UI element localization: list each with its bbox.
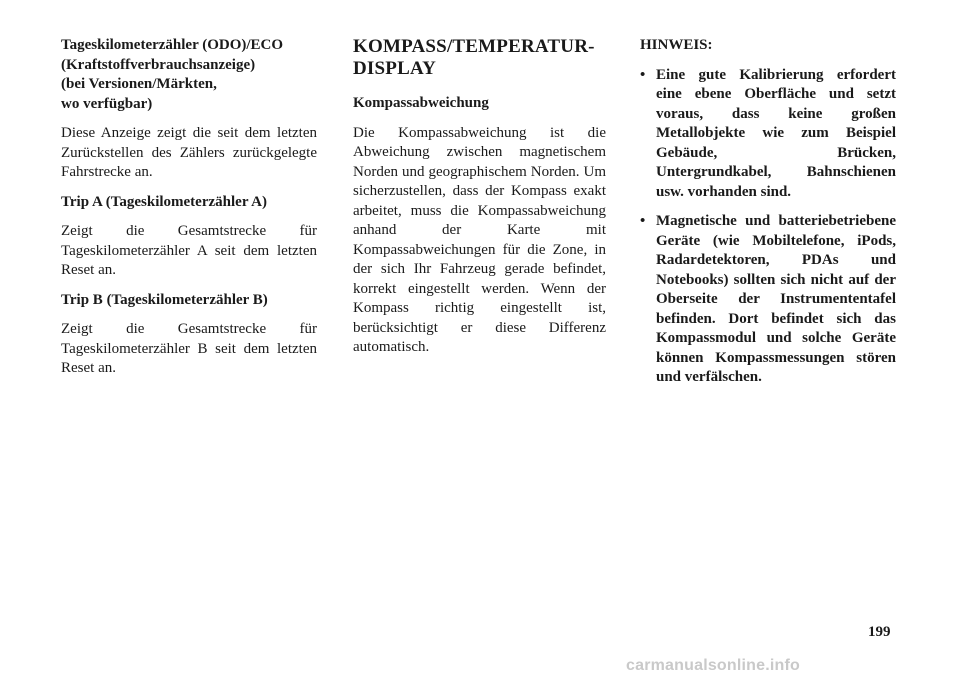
- trip-a-heading: Trip A (Tageskilometerzähler A): [61, 193, 267, 210]
- compass-variance-description: Die Kompassabweichung ist die Abweichung zwischen magnetischem Norden und geographischem Norden. Um sicherzustellen, dass der Kompass exakt arbeitet, muss die Kompassabweichung anhand der Karte mit Kompassabweichungen für die Zone, in der sich Ihr Fahrzeug gerade befindet, korrekt eingestellt werden. Wenn der Kompass richtig eingestellt ist, berücksichtigt er diese Differenz automatisch.: [353, 124, 606, 355]
- odometer-heading-line-2: (Kraftstoffverbrauchsanzeige): [61, 56, 256, 73]
- page-number: 199: [868, 624, 891, 640]
- odometer-description: Diese Anzeige zeigt die seit dem letzten Zurückstellen des Zählers zurückgelegte Fahrstrecke an.: [61, 125, 317, 180]
- odometer-heading-line-1: Tageskilometerzähler (ODO)/ECO: [61, 37, 284, 53]
- note-label: HINWEIS:: [640, 37, 713, 53]
- section-title: [353, 36, 606, 80]
- right-column: [640, 36, 896, 398]
- odometer-heading-line-4: wo verfügbar): [61, 95, 153, 112]
- left-column: [61, 36, 317, 379]
- middle-column: [353, 36, 606, 358]
- section-title-line-1: KOMPASS/TEMPERATUR-: [353, 36, 595, 57]
- trip-a-description: Zeigt die Gesamtstrecke für Tageskilometerzähler A seit dem letzten Reset an.: [61, 223, 317, 278]
- section-title-line-2: DISPLAY: [353, 58, 437, 79]
- note-item-text: Eine gute Kalibrierung erfordert eine ebene Oberfläche und setzt voraus, dass keine großen Metallobjekte wie zum Beispiel Gebäude, Brücken, Untergrundkabel, Bahnschienen usw. vorhanden sind.: [656, 66, 896, 200]
- trip-b-heading: Trip B (Tageskilometerzähler B): [61, 291, 268, 308]
- list-item: [640, 66, 896, 203]
- bullet-icon: •: [640, 213, 646, 229]
- list-item: [640, 212, 896, 388]
- trip-b-description: Zeigt die Gesamtstrecke für Tageskilometerzähler B seit dem letzten Reset an.: [61, 321, 317, 376]
- compass-variance-heading: Kompassabweichung: [353, 95, 489, 111]
- odometer-heading: [61, 36, 317, 114]
- note-item-text: Magnetische und batteriebetriebene Geräte (wie Mobiltelefone, iPods, Radardetektoren, PDAs und Notebooks) sollten sich nicht auf der Oberseite der Instrumententafel befinden. Dort befindet sich das Kompassmodul und solche Geräte können Kompassmessungen stören und verfälschen.: [656, 213, 896, 385]
- bullet-icon: •: [640, 66, 646, 83]
- odometer-heading-line-3: (bei Versionen/Märkten,: [61, 76, 217, 92]
- watermark: carmanualsonline.info: [626, 657, 801, 674]
- note-list: [640, 66, 896, 388]
